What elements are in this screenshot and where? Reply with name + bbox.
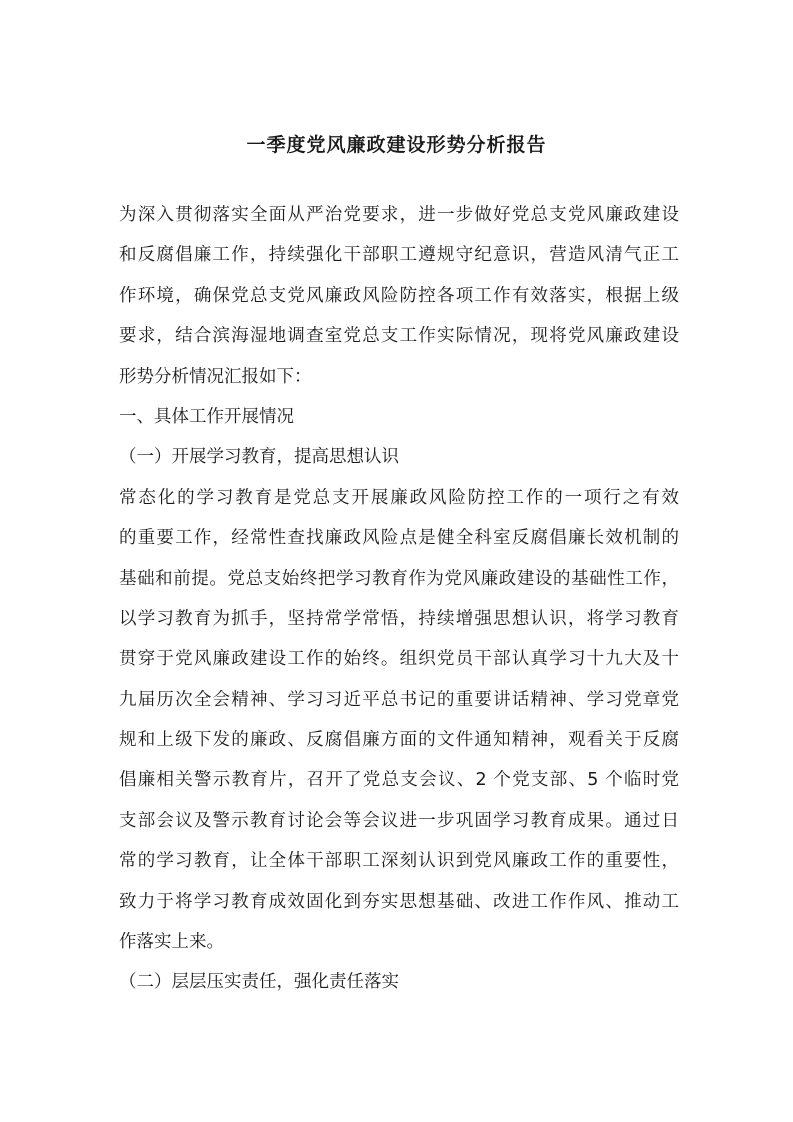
paragraph-line: 要求，结合滨海湿地调查室党总支工作实际情况，现将党风廉政建设 (119, 326, 679, 347)
paragraph-line: 倡廉相关警示教育片，召开了党总支会议、2 个党支部、5 个临时党 (119, 770, 679, 791)
paragraph-line: 九届历次全会精神、学习习近平总书记的重要讲话精神、学习党章党 (119, 689, 679, 710)
paragraph-line: 致力于将学习教育成效固化到夯实思想基础、改进工作作风、推动工 (119, 891, 679, 912)
document-title: 一季度党风廉政建设形势分析报告 (246, 134, 547, 156)
paragraph-line: 常态化的学习教育是党总支开展廉政风险防控工作的一项行之有效 (119, 487, 679, 508)
paragraph-line: 和反腐倡廉工作，持续强化干部职工遵规守纪意识，营造风清气正工 (119, 245, 679, 266)
paragraph-line: 规和上级下发的廉政、反腐倡廉方面的文件通知精神，观看关于反腐 (119, 730, 679, 751)
paragraph-line: 贯穿于党风廉政建设工作的始终。组织党员干部认真学习十九大及十 (119, 649, 679, 670)
paragraph-line: 的重要工作，经常性查找廉政风险点是健全科室反腐倡廉长效机制的 (119, 528, 679, 549)
paragraph-line: 形势分析情况汇报如下： (119, 366, 312, 387)
paragraph-line: 以学习教育为抓手，坚持常学常悟，持续增强思想认识，将学习教育 (119, 608, 679, 629)
paragraph-line: 基础和前提。党总支始终把学习教育作为党风廉政建设的基础性工作， (119, 568, 679, 589)
paragraph-line: 为深入贯彻落实全面从严治党要求，进一步做好党总支党风廉政建设 (119, 205, 679, 225)
subsection-heading: （二）层层压实责任，强化责任落实 (119, 972, 399, 993)
paragraph-line: 常的学习教育，让全体干部职工深刻认识到党风廉政工作的重要性， (119, 851, 679, 872)
document-body (119, 195, 679, 1003)
paragraph-line: 支部会议及警示教育讨论会等会议进一步巩固学习教育成果。通过日 (119, 810, 679, 831)
paragraph-line: 作环境，确保党总支党风廉政风险防控各项工作有效落实，根据上级 (119, 285, 679, 306)
subsection-heading: （一）开展学习教育，提高思想认识 (119, 447, 399, 468)
section-heading: 一、具体工作开展情况 (119, 406, 294, 427)
paragraph-line: 作落实上来。 (119, 932, 224, 953)
